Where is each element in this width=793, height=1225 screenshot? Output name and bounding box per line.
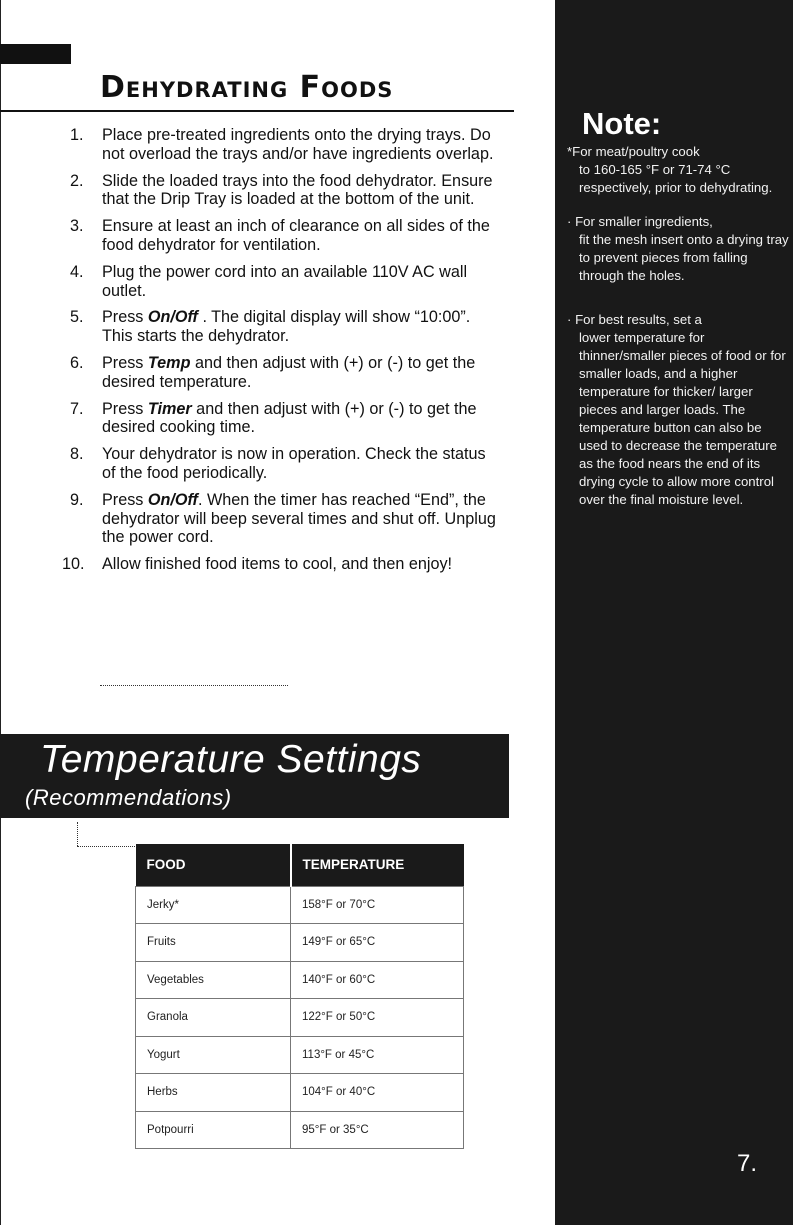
food-cell: Herbs	[136, 1074, 291, 1112]
step-text-post: . When the timer has reached “End”, the dehydrator will beep several times and shut off. Unplug the power cord.	[102, 490, 496, 547]
note-body: to 160-165 °F or 71-74 °C respectively, prior to dehydrating.	[579, 162, 773, 195]
table-header-row	[136, 844, 464, 886]
step-number: 9.	[70, 490, 84, 509]
temperature-cell: 95°F or 35°C	[291, 1111, 464, 1149]
title-underline	[0, 110, 514, 112]
note-bullet: ·	[567, 214, 576, 229]
left-margin-rule	[0, 0, 1, 1225]
step-text: Slide the loaded trays into the food dehydrator. Ensure that the Drip Tray is loaded at the bottom of the unit.	[102, 171, 493, 209]
temperature-table	[135, 844, 464, 1149]
step-text-pre: Press	[102, 399, 148, 418]
temperature-cell: 140°F or 60°C	[291, 961, 464, 999]
note-first-line: For best results, set a	[575, 312, 702, 327]
page-title: Dehydrating Foods	[100, 70, 394, 105]
step-text-pre: Press	[102, 308, 148, 327]
step-item	[62, 555, 502, 574]
step-text: Your dehydrator is now in operation. Check the status of the food periodically.	[102, 445, 486, 482]
food-cell: Potpourri	[136, 1111, 291, 1149]
table-row	[136, 1036, 464, 1074]
step-number: 8.	[70, 445, 84, 464]
note-bullet: *	[567, 144, 573, 159]
temperature-cell: 113°F or 45°C	[291, 1036, 464, 1074]
food-cell: Vegetables	[136, 961, 291, 999]
food-cell: Fruits	[136, 924, 291, 962]
note-title: Note:	[582, 106, 662, 141]
food-cell: Yogurt	[136, 1036, 291, 1074]
button-name: Temp	[147, 353, 191, 372]
step-item	[62, 126, 502, 164]
temperature-cell: 104°F or 40°C	[291, 1074, 464, 1112]
dotted-connector-vertical	[77, 822, 78, 846]
button-name: Timer	[147, 399, 192, 418]
table-row	[136, 1074, 464, 1112]
note-item	[567, 213, 789, 285]
instruction-steps	[62, 126, 502, 582]
step-text-pre: Press	[102, 353, 148, 372]
food-cell: Jerky*	[136, 886, 291, 924]
note-bullet: ·	[567, 312, 576, 327]
table-row	[136, 999, 464, 1037]
note-body: fit the mesh insert onto a drying tray to prevent pieces from falling through the holes.	[579, 232, 789, 283]
step-number: 10.	[62, 555, 85, 574]
step-text: Place pre-treated ingredients onto the drying trays. Do not overload the trays and/or have ingredients overlap.	[102, 126, 494, 163]
step-text: Ensure at least an inch of clearance on all sides of the food dehydrator for ventilation.	[102, 217, 490, 254]
table-row	[136, 1111, 464, 1149]
step-number: 3.	[70, 217, 84, 236]
temperature-subtitle: (Recommendations)	[25, 785, 232, 810]
header-food: FOOD	[136, 844, 291, 886]
temperature-cell: 158°F or 70°C	[291, 886, 464, 924]
step-item	[62, 263, 502, 301]
step-text: Allow finished food items to cool, and then enjoy!	[102, 555, 453, 574]
step-item	[62, 172, 502, 210]
note-first-line: For smaller ingredients,	[575, 214, 713, 229]
temperature-title: Temperature Settings	[40, 738, 422, 781]
temperature-cell: 149°F or 65°C	[291, 924, 464, 962]
step-item	[62, 308, 502, 346]
step-text: Plug the power cord into an available 110V AC wall outlet.	[102, 262, 468, 300]
table-row	[136, 961, 464, 999]
step-item	[62, 400, 502, 438]
dotted-connector-horizontal	[77, 846, 135, 847]
step-text-post: and then adjust with (+) or (-) to get the desired cooking time.	[102, 399, 477, 437]
note-first-line: For meat/poultry cook	[572, 144, 700, 159]
header-temperature: TEMPERATURE	[291, 844, 464, 886]
corner-tab	[0, 44, 71, 64]
table-row	[136, 924, 464, 962]
step-text-post: . The digital display will show “10:00”. This starts the dehydrator.	[102, 308, 471, 346]
table-row	[136, 886, 464, 924]
step-number: 2.	[70, 171, 84, 190]
dotted-divider	[100, 685, 288, 686]
food-cell: Granola	[136, 999, 291, 1037]
step-number: 7.	[70, 399, 84, 418]
button-name: On/Off	[147, 308, 198, 327]
step-text-pre: Press	[102, 490, 148, 509]
step-number: 5.	[70, 308, 84, 327]
note-item	[567, 311, 789, 509]
step-item	[62, 354, 502, 392]
step-item	[62, 445, 502, 483]
step-item	[62, 217, 502, 255]
step-text-post: and then adjust with (+) or (-) to get the desired temperature.	[102, 353, 476, 391]
step-number: 4.	[70, 262, 84, 281]
note-body: lower temperature for thinner/smaller pieces of food or for smaller loads, and a higher temperature for thicker/ larger pieces and larger loads. The temperature button can also be used to decrease the temperature as the food nears the end of its drying cycle to allow more control over the final moisture level.	[579, 330, 786, 507]
note-item	[567, 143, 789, 197]
step-item	[62, 491, 502, 547]
step-number: 6.	[70, 353, 84, 372]
step-number: 1.	[70, 126, 84, 144]
temperature-cell: 122°F or 50°C	[291, 999, 464, 1037]
button-name: On/Off	[147, 490, 198, 509]
page-number: 7.	[737, 1150, 758, 1177]
